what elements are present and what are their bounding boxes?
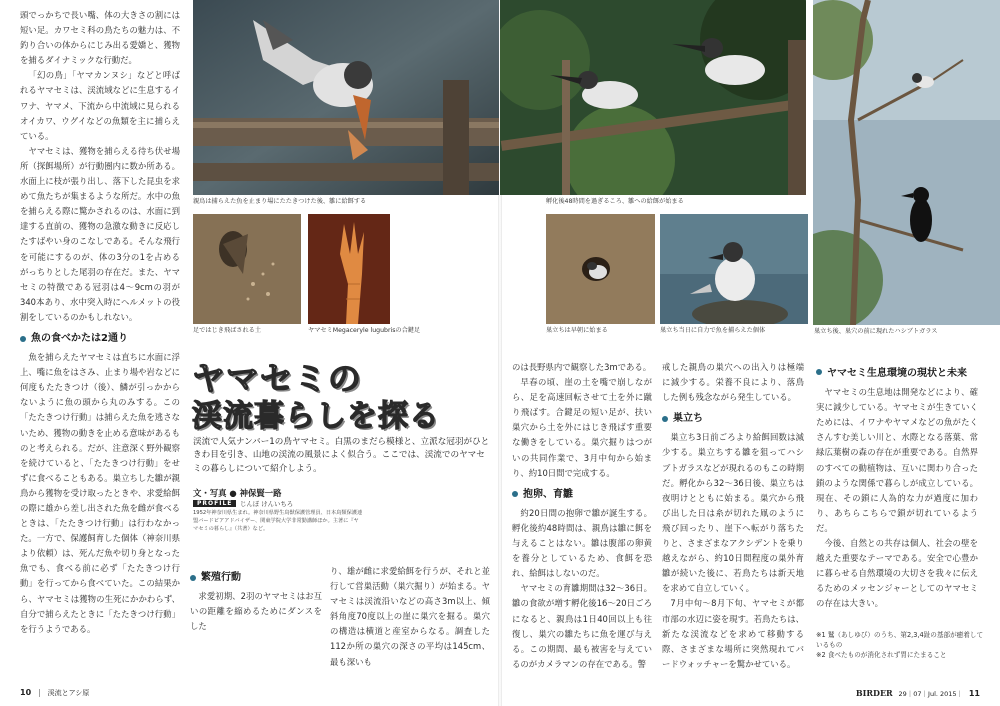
lead-paragraph: 渓流で人気ナンバー1の鳥ヤマセミ。白黒のまだら模様と、立派な冠羽がひときわ目を引き、山地の渓流の風景によく似合う。ここでは、渓流でのヤマセミの暮らしについて紹介しよう。 bbox=[193, 437, 490, 474]
page-number-right: 11 bbox=[968, 689, 980, 698]
left-para-1: 頭でっかちで長い嘴、体の大きさの割には短い足。カワセミ科の鳥たちの魅力は、不釣り合いの体からにじみ出る愛嬌と、獲物を捕るダイナミックな行動だ。 bbox=[20, 10, 180, 66]
footnotes bbox=[816, 630, 984, 660]
mid-column-1 bbox=[190, 564, 322, 634]
left-column bbox=[20, 8, 180, 637]
photo-juvenile-with-fish bbox=[660, 214, 808, 324]
section-heading-eating: 魚の食べかたは2通り bbox=[20, 331, 180, 346]
left-para-3: ヤマセミは、獲物を捕らえる待ち伏せ場所（探餌場所）が行動圏内に数か所ある。水面上に枝が張り出し、落下した昆虫を求めて魚たちが集まるような所だ。水中の魚を捕らえる際に驚かされるのは、水面に到達する直前の、獲物の急激な動きに反応したすばやい身のこなしである。そんな飛行を可能にするのが、体の3分の1を占めるがっちりとした尾羽の存在だ。また、ヤマセミの特徴である冠羽は4〜9cmの羽が340本あり、水中突入時にヘルメットの役割をしているのかもしれない。 bbox=[20, 145, 180, 322]
heading-bullet-icon bbox=[816, 369, 822, 375]
right-col2-para-1: 戒した親鳥の巣穴への出入りは極端に減少する。栄養不良により、落鳥した例も残念ながら発生している。 bbox=[662, 362, 804, 403]
profile-text: 1952年神奈川県生まれ。神奈川県野生鳥獣保護管理員、日本鳥類保護連盟バードピアアドバイザー、関東学院大学非常勤講師ほか。主著に『ヤマセミの暮らし』（共著）など。 bbox=[193, 510, 363, 532]
left-para-2: 「幻の鳥」「ヤマカンヌシ」などと呼ばれるヤマセミは、渓流域などに生息するイワナ、ヤマメ、下流から中流域に見られるオイカワ、ウグイなどの魚類を主に捕らえている。 bbox=[20, 70, 180, 141]
footnote-1: ※1 鷲（あしゆび）のうち、第2,3,4趾の基部が癒着しているもの bbox=[816, 631, 984, 649]
caption-top-mid: 孵化後48時間を過ぎるころ、雛への給餌が始まる bbox=[546, 198, 684, 205]
photo-fledge-dawn bbox=[546, 214, 655, 324]
photo-crow-in-tree bbox=[813, 0, 1000, 325]
section-heading-fledging: 巣立ち bbox=[662, 411, 804, 426]
right-col3-para-2: 今後、自然との共存は個人、社会の壁を越えた重要なテーマである。安全で心豊かに暮らせる自然環境の大切さを我々に伝えるためのメッセンジャーとしてのヤマセミの存在は大きい。 bbox=[816, 538, 978, 609]
caption-right: 巣立ち後、巣穴の前に現れたハシブトガラス bbox=[814, 328, 938, 335]
right-col2-para-2: 巣立ち3日前ごろより給餌回数は減少する。巣立ちする雛を狙ってハシブトガラスなどが現れるのもこの時期だ。孵化から32〜36日後、巣立ちは夜明けとともに始まる。巣穴から飛び出した日は糸が切れた凧のように飛び回ったり、崖下へ転がり落ちたりと、さまざまなアクシデントを乗り越えながら、約10日間程度の巣外育雛が続いた後に、若鳥たちは新天地を求めて自立していく。 bbox=[662, 432, 804, 594]
footer-right bbox=[856, 688, 980, 698]
photo-syndactyl-foot bbox=[308, 214, 390, 324]
mid-col1-para: 求愛初期、2羽のヤマセミはお互いの距離を縮めるためにダンスをした bbox=[190, 591, 322, 632]
heading-bullet-icon bbox=[20, 336, 26, 342]
footer-section: 渓流とアシ原 bbox=[47, 689, 90, 697]
right-col1-para-4: ヤマセミの育雛期間は32〜36日。雛の食欲が増す孵化後16〜20日ごろになると、親鳥は1日40回以上も往復し、巣穴の雛たちに魚を運び与える。この期間、最も被害を与えているのがカメラマンの存在である。警 bbox=[512, 583, 652, 669]
article-title bbox=[192, 360, 487, 436]
right-col1-para-1: のは長野県内で観察した3mである。 bbox=[512, 362, 652, 372]
section-heading-habitat: ヤマセミ生息環境の現状と未来 bbox=[816, 366, 978, 381]
right-column-1 bbox=[512, 360, 652, 672]
photo-soil-kicked bbox=[193, 214, 301, 324]
footer-divider: | bbox=[37, 688, 41, 697]
caption-small4: 巣立ち当日に自力で魚を捕らえた個体 bbox=[660, 327, 766, 334]
caption-small3: 巣立ちは早朝に始まる bbox=[546, 327, 608, 334]
mid-column-2 bbox=[330, 564, 490, 670]
profile-tag: PROFILE bbox=[193, 500, 236, 507]
right-column-3 bbox=[816, 360, 978, 612]
right-col1-para-2: 早春の頃、崖の土を嘴で崩しながら、足を高速回転させて土を外に蹴り飛ばす。合鍵足の短い足が、扶い巣穴から土を外にはじき飛ばす重要な働きをしている。巣穴掘りはつがいの共同作業で、3月中旬から始まり、約10日間で完成する。 bbox=[512, 377, 652, 478]
right-col3-para-1: ヤマセミの生息地は開発などにより、確実に減少している。ヤマセミが生きていくためには、イワナやヤマメなどの魚がたくさんすむ美しい川と、水際となる落葉、常緑広葉樹の森の存在が重要である。自然界のすべての動植物は、互いに関わり合った鎖のような関係で暮らしが成立している。現在、その鎖に人為的な力が過度に加わり、あちらこちらで鎖が切れているようだ。 bbox=[816, 387, 978, 533]
heading-bullet-icon bbox=[190, 575, 196, 581]
title-line-1: ヤマセミの bbox=[192, 359, 362, 398]
mid-col2-para: り、雄が雌に求愛給餌を行うが、それと並行して営巣活動（巣穴掘り）が始まる。ヤマセミは渓流沿いなどの高さ3m以上、傾斜角度70度以上の崖に巣穴を掘る。巣穴の構造は横道と産室からなる。調査した112か所の巣穴の深さの平均は145cm、最も深いも bbox=[330, 566, 490, 667]
footer-left bbox=[20, 688, 89, 698]
page-number-left: 10 bbox=[20, 688, 32, 697]
section-heading-breeding: 繁殖行動 bbox=[190, 570, 322, 585]
photo-kingfisher-striking-fish bbox=[193, 0, 499, 195]
heading-bullet-icon bbox=[662, 416, 668, 422]
footnote-2: ※2 食べたものが消化されず胃にたまること bbox=[816, 651, 947, 659]
right-col1-para-3: 約20日間の抱卵で雛が誕生する。孵化後約48時間は、親鳥は雛に餌を与えることはない。雛は腹部の卵黄を養分としているため、食餌を恐れ、給餌はしないのだ。 bbox=[512, 507, 652, 579]
photo-pair-on-branch bbox=[500, 0, 806, 195]
left-section-para: 魚を捕らえたヤマセミは直ちに水面に浮上、嘴に魚をはさみ、止まり場や岩などに何度もたたきつけ（後）、鱗が引っかからないように魚の頭から丸のみする。この「たたきつけ行動」は捕らえた魚を逃さないため、獲物の動きを止める意味があるものと考えられる。だが、注意深く野外観察を続けていると、「たたきつけ行動」をせずに食べることもある。巣立ちした雛が親鳥から獲物を受け取ったときや、求愛給餌の際に雄から差し出された魚を雌が食べるときは、「たたきつけ行動」は行わなかった。一方で、保護飼育した個体（神奈川県より依頼）は、死んだ魚や切り身となった魚でも、食べる前に必ず「たたきつけ行動」を行ってから食べていた。この結果から、ヤマセミは獲物の生死にかかわらず、自分で捕らえたときに「たたきつけ行動」を行うようである。 bbox=[20, 352, 180, 634]
caption-small1: 足ではじき飛ばされる土 bbox=[193, 327, 262, 334]
heading-bullet-icon bbox=[512, 491, 518, 497]
section-heading-incubation: 抱卵、育雛 bbox=[512, 487, 652, 502]
footer-issue: 29｜07｜Jul. 2015｜ bbox=[898, 690, 964, 698]
right-column-2 bbox=[662, 360, 804, 672]
caption-top-left: 親鳥は捕らえた魚を止まり場にたたきつけた後、雛に給餌する bbox=[193, 198, 367, 205]
byline: 文・写真 ● 神保賢一路 bbox=[193, 488, 282, 498]
profile-name: じんぼ けんいちろ bbox=[240, 500, 294, 508]
caption-small2: ヤマセミMegaceryle lugubrisの合鍵足 bbox=[308, 327, 421, 334]
footer-magazine: BIRDER bbox=[855, 688, 893, 698]
title-line-2: 渓流暮らしを探る bbox=[192, 399, 440, 434]
right-col2-para-3: 7月中旬〜8月下旬、ヤマセミが都市部の水辺に姿を現す。若鳥たちは、新たな渓流などを求めて移動する際、さまざまな場所に突然現れてバードウォッチャーを驚かせている。 bbox=[662, 598, 804, 669]
